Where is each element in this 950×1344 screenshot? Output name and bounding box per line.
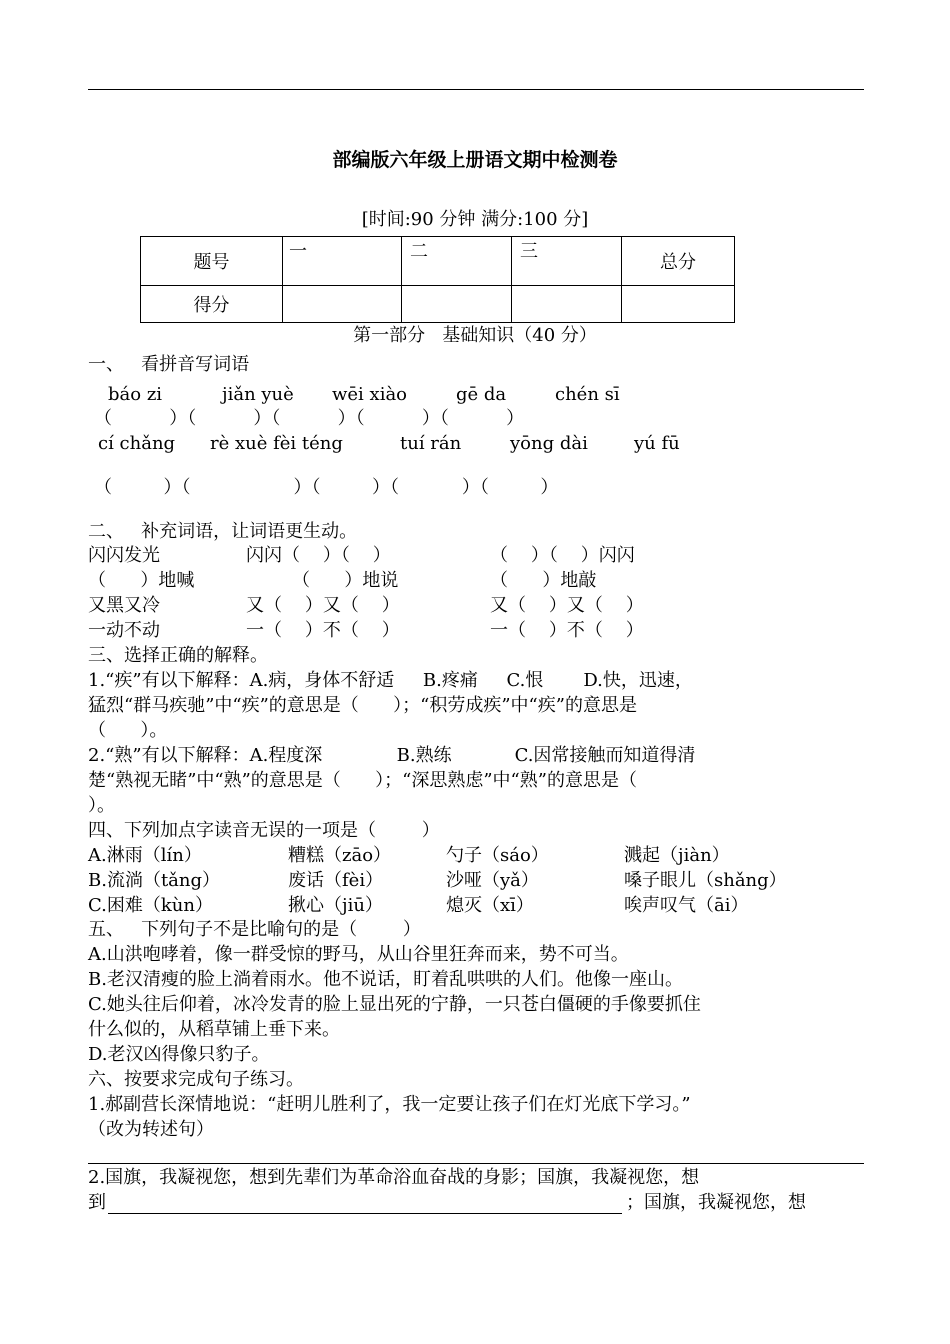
option-a[interactable]: A.山洪咆哮着，像一群受惊的野马，从山谷里狂奔而来，势不可当。 bbox=[88, 944, 629, 965]
score-table-score-row bbox=[141, 286, 735, 323]
score-header-cell: 总分 bbox=[622, 237, 735, 286]
score-input-cell[interactable] bbox=[402, 286, 512, 323]
word-fill[interactable]: （ ）地敲 bbox=[490, 570, 597, 591]
q4-heading[interactable]: 四、下列加点字读音无误的一项是（ ） bbox=[88, 820, 440, 841]
score-header-cell: 题号 bbox=[141, 237, 283, 286]
score-header-cell: 二 bbox=[402, 237, 512, 286]
q6-heading: 六、按要求完成句子练习。 bbox=[88, 1069, 304, 1090]
answer-blanks[interactable]: （ ）（ ）（ ）（ ）（ ） bbox=[94, 477, 559, 498]
option-word: 嗓子眼儿（shǎng） bbox=[624, 870, 787, 891]
q3-item-1: 1.“疾”有以下解释：A.病，身体不舒适 B.疼痛 C.恨 D.快，迅速， bbox=[88, 670, 693, 691]
option-b[interactable]: B.流淌（tǎng） bbox=[88, 870, 221, 891]
pinyin: tuí rán bbox=[400, 433, 462, 454]
q3-item-2-cont[interactable]: 楚“熟视无睹”中“熟”的意思是（ ）；“深思熟虑”中“熟”的意思是（ bbox=[88, 770, 637, 791]
q3-heading: 三、选择正确的解释。 bbox=[88, 645, 268, 666]
option-c[interactable]: C.困难（kùn） bbox=[88, 895, 213, 916]
option-word: 糟糕（zāo） bbox=[288, 845, 392, 866]
word-fill[interactable]: 又（ ）又（ ） bbox=[246, 595, 400, 616]
q6-item-2-end: ；国旗，我凝视您，想 bbox=[626, 1192, 806, 1213]
score-header-cell: 三 bbox=[512, 237, 622, 286]
q6-item-2-start: 到 bbox=[88, 1192, 106, 1213]
part-title: 第一部分 基础知识（40 分） bbox=[353, 325, 597, 346]
q2-heading: 二、 补充词语，让词语更生动。 bbox=[88, 521, 358, 542]
score-label-cell: 得分 bbox=[141, 286, 283, 323]
answer-line[interactable] bbox=[108, 1192, 622, 1214]
q3-item-2: 2.“熟”有以下解释：A.程度深 B.熟练 C.因常接触而知道得清 bbox=[88, 745, 696, 766]
pinyin: wēi xiào bbox=[332, 384, 408, 405]
q5-heading[interactable]: 五、 下列句子不是比喻句的是（ ） bbox=[88, 919, 421, 940]
pinyin: cí chǎng bbox=[98, 433, 176, 454]
score-header-cell: 一 bbox=[283, 237, 402, 286]
option-word: 废话（fèi） bbox=[288, 870, 384, 891]
word-fill[interactable]: （ ）地喊 bbox=[88, 570, 195, 591]
q3-item-1-cont[interactable]: （ ）。 bbox=[88, 720, 168, 741]
q1-heading: 一、 看拼音写词语 bbox=[88, 354, 250, 375]
score-input-cell[interactable] bbox=[622, 286, 735, 323]
word-fill[interactable]: 一（ ）不（ ） bbox=[490, 620, 644, 641]
pinyin: báo zi bbox=[108, 384, 163, 405]
pinyin: gē da bbox=[456, 384, 507, 405]
option-word: 熄灭（xī） bbox=[446, 895, 534, 916]
word-fill[interactable]: 一（ ）不（ ） bbox=[246, 620, 400, 641]
option-b[interactable]: B.老汉清瘦的脸上淌着雨水。他不说话，盯着乱哄哄的人们。他像一座山。 bbox=[88, 969, 683, 990]
option-word: 勺子（sáo） bbox=[446, 845, 549, 866]
page-title: 部编版六年级上册语文期中检测卷 bbox=[332, 149, 618, 171]
option-word: 揪心（jiū） bbox=[288, 895, 383, 916]
option-word: 溅起（jiàn） bbox=[624, 845, 730, 866]
word-fill[interactable]: （ ）地说 bbox=[292, 570, 399, 591]
word-item: 闪闪发光 bbox=[88, 545, 160, 566]
answer-blanks[interactable]: （ ）（ ）（ ）（ ）（ ） bbox=[94, 408, 525, 429]
pinyin: yú fū bbox=[634, 433, 680, 454]
header-rule bbox=[88, 89, 864, 90]
score-input-cell[interactable] bbox=[512, 286, 622, 323]
score-table bbox=[140, 236, 735, 323]
word-item: 又黑又冷 bbox=[88, 595, 160, 616]
exam-info: [时间:90 分钟 满分:100 分] bbox=[361, 209, 589, 230]
option-c-cont: 什么似的，从稻草铺上垂下来。 bbox=[88, 1019, 340, 1040]
word-fill[interactable]: （ ）（ ）闪闪 bbox=[490, 545, 635, 566]
option-word: 沙哑（yǎ） bbox=[446, 870, 539, 891]
score-table-header-row bbox=[141, 237, 735, 286]
answer-line[interactable] bbox=[88, 1163, 864, 1164]
pinyin: yōng dài bbox=[510, 433, 588, 454]
pinyin: chén sī bbox=[555, 384, 620, 405]
pinyin: rè xuè fèi téng bbox=[210, 433, 343, 454]
q3-item-2-cont[interactable]: ）。 bbox=[88, 795, 115, 816]
word-fill[interactable]: 闪闪（ ）（ ） bbox=[246, 545, 391, 566]
q3-item-1-cont[interactable]: 猛烈“群马疾驰”中“疾”的意思是（ ）；“积劳成疾”中“疾”的意思是 bbox=[88, 695, 637, 716]
word-item: 一动不动 bbox=[88, 620, 160, 641]
q6-item-1-instruction: （改为转述句） bbox=[88, 1119, 214, 1140]
pinyin: jiǎn yuè bbox=[222, 384, 294, 405]
option-c[interactable]: C.她头往后仰着，冰冷发青的脸上显出死的宁静，一只苍白僵硬的手像要抓住 bbox=[88, 994, 701, 1015]
option-a[interactable]: A.淋雨（lín） bbox=[88, 845, 202, 866]
option-d[interactable]: D.老汉凶得像只豹子。 bbox=[88, 1044, 270, 1065]
word-fill[interactable]: 又（ ）又（ ） bbox=[490, 595, 644, 616]
option-word: 唉声叹气（āi） bbox=[624, 895, 749, 916]
q6-item-1: 1.郝副营长深情地说：“赶明儿胜利了，我一定要让孩子们在灯光底下学习。” bbox=[88, 1094, 691, 1115]
score-input-cell[interactable] bbox=[283, 286, 402, 323]
q6-item-2: 2.国旗，我凝视您，想到先辈们为革命浴血奋战的身影；国旗，我凝视您，想 bbox=[88, 1167, 700, 1188]
